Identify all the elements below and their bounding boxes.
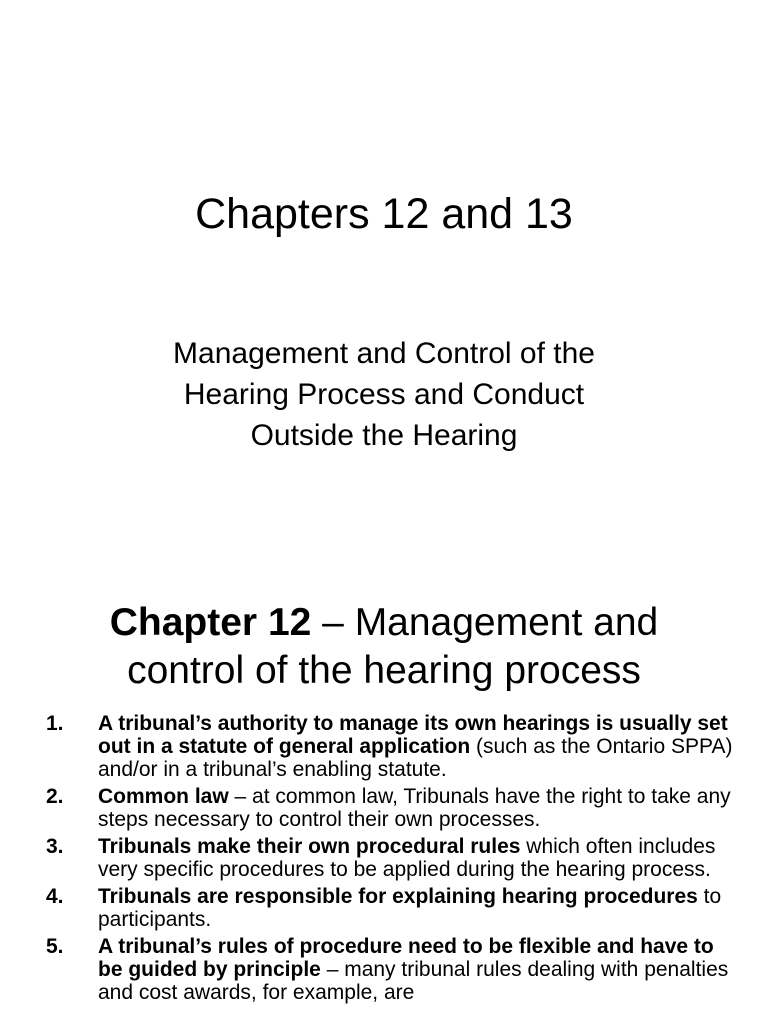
list-number: 2. [46, 785, 64, 808]
chapter-label: Chapter 12 [109, 601, 312, 644]
point-bold-text: A tribunal’s authority to manage its own hearings is usually set out in a statute of general application [98, 712, 728, 758]
list-item [46, 835, 736, 881]
chapter-heading [0, 599, 768, 695]
point-bold-text: Tribunals are responsible for explaining hearing procedures [98, 885, 698, 908]
list-item [46, 785, 736, 831]
point-text: (such as the Ontario SPPA) and/or in a tribunal’s enabling statute. [98, 735, 733, 781]
point-list [46, 712, 736, 1008]
list-item [46, 885, 736, 931]
point-text: – many tribunal rules dealing with penalties and cost awards, for example, are [98, 958, 729, 1004]
list-number: 4. [46, 885, 64, 908]
point-text: – at common law, Tribunals have the right to take any steps necessary to control their own processes. [98, 785, 731, 831]
subtitle-line: Management and Control of the [173, 337, 595, 370]
list-number: 3. [46, 835, 64, 858]
point-text: to participants. [98, 885, 722, 931]
chapter-heading-line-2: control of the hearing process [127, 649, 641, 692]
point-text: which often includes very specific procedures to be applied during the hearing process. [98, 835, 716, 881]
point-bold-text: Tribunals make their own procedural rules [98, 835, 521, 858]
subtitle-line: Hearing Process and Conduct [183, 378, 585, 411]
page-subtitle [0, 333, 768, 456]
page-title: Chapters 12 and 13 [195, 190, 573, 238]
subtitle-line: Outside the Hearing [250, 419, 518, 452]
point-bold-text: Common law [98, 785, 229, 808]
list-number: 5. [46, 935, 64, 958]
list-number: 1. [46, 712, 64, 735]
list-item [46, 935, 736, 1004]
chapter-heading-line-1 [0, 599, 768, 647]
chapter-heading-text: – Management and [311, 601, 659, 644]
list-item [46, 712, 736, 781]
point-bold-text: A tribunal’s rules of procedure need to be flexible and have to be guided by principle [98, 935, 714, 981]
